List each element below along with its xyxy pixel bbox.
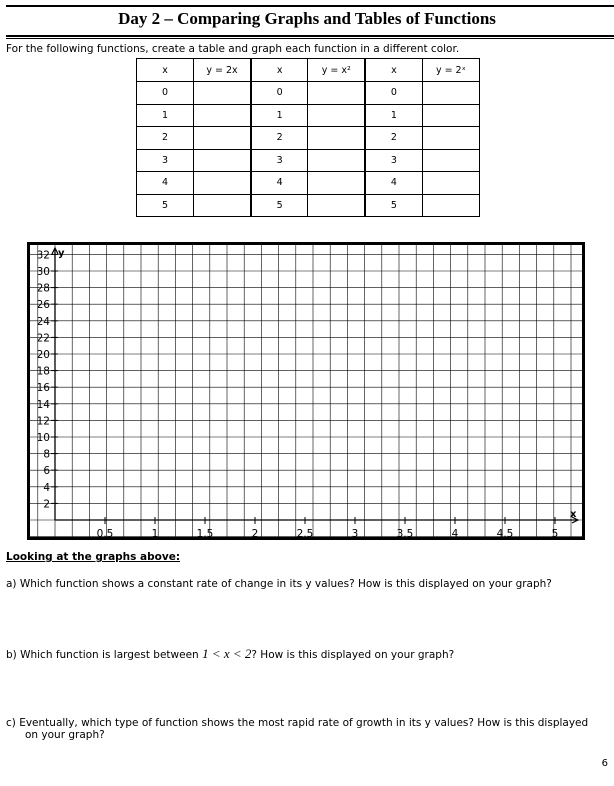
table-x-cell: 0: [137, 82, 194, 105]
y-tick-label: 22: [36, 332, 50, 345]
table-header-cell: x: [251, 59, 308, 82]
x-tick-label: 5: [551, 528, 559, 540]
x-tick-label: 1.5: [196, 528, 214, 540]
y-tick-label: 12: [36, 415, 50, 428]
y-tick-label: 4: [43, 481, 50, 494]
y-tick-label: 20: [36, 349, 50, 361]
table-x-cell: 0: [365, 82, 422, 105]
x-tick-label: 3: [351, 528, 359, 540]
y-tick-label: 24: [36, 315, 50, 328]
y-tick-label: 2: [43, 498, 50, 511]
y-axis-label: y: [58, 248, 65, 259]
y-tick-label: 30: [36, 266, 50, 278]
instructions-text: For the following functions, create a table and graph each function in a different color.: [6, 43, 460, 55]
table-x-cell: 4: [251, 172, 308, 195]
x-tick-label: 2.5: [296, 528, 314, 540]
table-x-cell: 5: [251, 194, 308, 217]
x-tick-label: 4: [451, 528, 459, 540]
table-header-cell: y = 2x: [194, 59, 251, 82]
question-b-suffix: ? How is this displayed on your graph?: [251, 649, 455, 661]
table-header-cell: x: [365, 59, 422, 82]
table-x-cell: 1: [251, 104, 308, 127]
y-tick-label: 6: [43, 465, 50, 478]
table-x-cell: 3: [251, 149, 308, 172]
x-axis-label: x: [570, 509, 577, 520]
y-tick-label: 18: [36, 365, 50, 378]
y-tick-label: 26: [36, 299, 50, 312]
section-heading: Looking at the graphs above:: [6, 551, 181, 563]
table-header-cell: y = x²: [308, 59, 365, 82]
x-tick-label: 4.5: [496, 528, 514, 540]
x-tick-label: 2: [251, 528, 259, 540]
page-number: 6: [601, 758, 608, 769]
x-tick-label: 0.5: [96, 528, 114, 540]
y-tick-label: 8: [43, 448, 50, 461]
table-x-cell: 3: [365, 149, 422, 172]
question-a: a) Which function shows a constant rate of change in its y values? How is this displayed on your graph?: [6, 578, 552, 590]
table-x-cell: 4: [137, 172, 194, 195]
x-tick-label: 3.5: [396, 528, 414, 540]
question-b-prefix: b) Which function is largest between: [6, 649, 203, 661]
table-x-cell: 1: [365, 104, 422, 127]
y-tick-label: 28: [36, 282, 50, 295]
question-b: [6, 646, 606, 662]
table-x-cell: 0: [251, 82, 308, 105]
y-tick-label: 14: [36, 398, 50, 411]
table-x-cell: 5: [365, 194, 422, 217]
y-tick-label: 10: [36, 432, 50, 444]
table-x-cell: 2: [251, 127, 308, 150]
table-x-cell: 4: [365, 172, 422, 195]
question-c: [6, 717, 606, 741]
table-x-cell: 2: [365, 127, 422, 150]
y-tick-label: 16: [36, 382, 50, 395]
table-x-cell: 2: [137, 127, 194, 150]
x-tick-label: 1: [151, 528, 159, 540]
table-x-cell: 5: [137, 194, 194, 217]
page-title: Day 2 – Comparing Graphs and Tables of Functions: [118, 9, 496, 28]
table-header-cell: x: [137, 59, 194, 82]
table-x-cell: 1: [137, 104, 194, 127]
y-tick-label: 32: [36, 249, 50, 262]
table-x-cell: 3: [137, 149, 194, 172]
table-header-cell: y = 2ˣ: [422, 59, 479, 82]
question-b-math: 1 < x < 2: [202, 646, 252, 661]
question-c-line2: on your graph?: [25, 729, 105, 741]
question-c-line1: c) Eventually, which type of function shows the most rapid rate of growth in its y values? How is this displayed: [6, 717, 589, 729]
